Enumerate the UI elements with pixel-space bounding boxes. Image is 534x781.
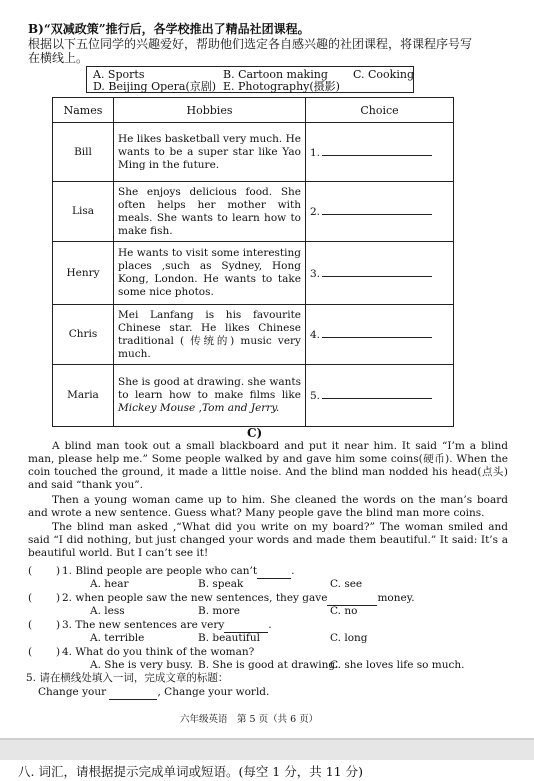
student-name: Maria — [53, 365, 114, 427]
question-4-option-b: B. She is good at drawing. — [198, 659, 339, 671]
answer-paren-close: ) — [56, 646, 61, 658]
choice-blank[interactable] — [322, 204, 432, 215]
student-name: Henry — [53, 242, 114, 305]
answer-paren-close: ) — [56, 592, 61, 604]
table-row — [53, 242, 454, 305]
option-e: E. Photography(摄影) — [223, 80, 340, 93]
question-2-option-c: C. no — [330, 605, 358, 617]
question-1-option-b: B. speak — [198, 578, 244, 590]
page-divider — [0, 738, 534, 740]
option-b: B. Cartoon making — [223, 68, 328, 81]
answer-paren-open: ( — [28, 619, 33, 631]
answer-paren-close: ) — [56, 619, 61, 631]
answer-paren-open: ( — [28, 646, 33, 658]
question-3-option-a: A. terrible — [90, 632, 145, 644]
student-hobby: Mei Lanfang is his favourite Chinese star. He likes Chinese traditional ( 传统的) music very much. — [114, 305, 306, 365]
question-1-option-a: A. hear — [90, 578, 129, 590]
table-row — [53, 365, 454, 427]
section-b-instruction-line2: 在横线上。 — [28, 51, 89, 65]
student-name: Lisa — [53, 182, 114, 242]
question-5-title: Change your , Change your world. — [38, 686, 270, 698]
question-3-stem: 3. The new sentences are very . — [62, 619, 272, 631]
question-2-option-a: A. less — [90, 605, 125, 617]
section-b-instruction-line1: 根据以下五位同学的兴趣爱好，帮助他们选定各自感兴趣的社团课程，将课程序号写 — [28, 37, 473, 51]
choice-number: 4. — [310, 329, 321, 341]
question-4-option-a: A. She is very busy. — [90, 659, 194, 671]
question-3-option-b: B. beautiful — [198, 632, 260, 644]
passage-paragraph-3: The blind man asked ,“What did you write on my board?” The woman smiled and said “I did nothing, but just changed your words and made them beautiful.” It said: It’s a beautiful world. But I can’t see it! — [28, 521, 508, 559]
options-box — [86, 66, 414, 93]
student-hobby: She enjoys delicious food. She often helps her mother with meals. She wants to learn how to make fish. — [114, 182, 306, 242]
question-1-option-c: C. see — [330, 578, 363, 590]
page-footer: 六年级英语 第 5 页（共 6 页） — [180, 714, 319, 725]
tom-and-jerry-title: Tom and Jerry. — [201, 402, 280, 414]
choice-blank[interactable] — [322, 145, 432, 156]
choice-number: 2. — [310, 206, 321, 218]
student-hobby: She is good at drawing. she wants to learn how to make films like Mickey Mouse ,Tom and Jerry. — [114, 365, 306, 427]
table-row — [53, 182, 454, 242]
section-c-label: C) — [247, 426, 263, 440]
choice-cell — [306, 242, 454, 305]
choice-blank[interactable] — [322, 327, 432, 338]
student-hobby: He wants to visit some interesting places ,such as Sydney, Hong Kong, London. He wants to take some nice photos. — [114, 242, 306, 305]
choice-blank[interactable] — [322, 388, 432, 399]
choice-number: 1. — [310, 146, 321, 159]
header-names: Names — [53, 98, 114, 123]
choice-number: 5. — [310, 390, 321, 402]
table-row — [53, 123, 454, 182]
section-8-heading: 八. 词汇，请根据提示完成单词或短语。(每空 1 分，共 11 分) — [18, 764, 363, 779]
choice-number: 3. — [310, 267, 321, 280]
header-choice: Choice — [306, 98, 454, 123]
answer-blank[interactable] — [327, 592, 377, 606]
option-c: C. Cooking — [353, 68, 414, 81]
section-b-title: B)“双减政策”推行后，各学校推出了精品社团课程。 — [28, 22, 310, 36]
question-2-stem: 2. when people saw the new sentences, they gave money. — [62, 592, 415, 604]
question-4-stem: 4. What do you think of the woman? — [62, 646, 255, 658]
choice-cell — [306, 182, 454, 242]
student-name: Chris — [53, 305, 114, 365]
question-2-option-b: B. more — [198, 605, 240, 617]
hobbies-table — [52, 97, 454, 427]
question-1-stem: 1. Blind people are people who can’t . — [62, 565, 295, 577]
option-d: D. Beijing Opera(京剧) — [93, 80, 217, 93]
student-name: Bill — [53, 123, 114, 182]
question-5-prompt: 5. 请在横线处填入一词，完成文章的标题： — [26, 672, 229, 684]
mickey-mouse-title: Mickey Mouse — [118, 402, 196, 414]
question-3-option-c: C. long — [330, 632, 368, 644]
answer-blank[interactable] — [257, 565, 291, 579]
answer-blank[interactable] — [109, 686, 157, 700]
question-4-option-c: C. she loves life so much. — [330, 659, 465, 671]
choice-blank[interactable] — [322, 266, 432, 277]
choice-cell — [306, 305, 454, 365]
table-row — [53, 305, 454, 365]
answer-blank[interactable] — [224, 619, 268, 633]
table-header-row — [53, 98, 454, 123]
passage-paragraph-1: A blind man took out a small blackboard and put it near him. It said “I’m a blind man, please help me.” Some people walked by and gave him some coins(硬币). When the coin touched the ground, it made a little noise. And the blind man nodded his head(点头) and said “thank you”. — [28, 440, 508, 491]
answer-paren-close: ) — [56, 565, 61, 577]
choice-cell — [306, 123, 454, 182]
answer-paren-open: ( — [28, 565, 33, 577]
next-section-strip — [0, 760, 534, 781]
choice-cell — [306, 365, 454, 427]
student-hobby: He likes basketball very much. He wants to be a super star like Yao Ming in the future. — [114, 123, 306, 182]
option-a: A. Sports — [93, 68, 145, 81]
passage-paragraph-2: Then a young woman came up to him. She cleaned the words on the man’s board and wrote a new sentence. Guess what? Many people gave the blind man more coins. — [28, 494, 508, 519]
header-hobbies: Hobbies — [114, 98, 306, 123]
answer-paren-open: ( — [28, 592, 33, 604]
